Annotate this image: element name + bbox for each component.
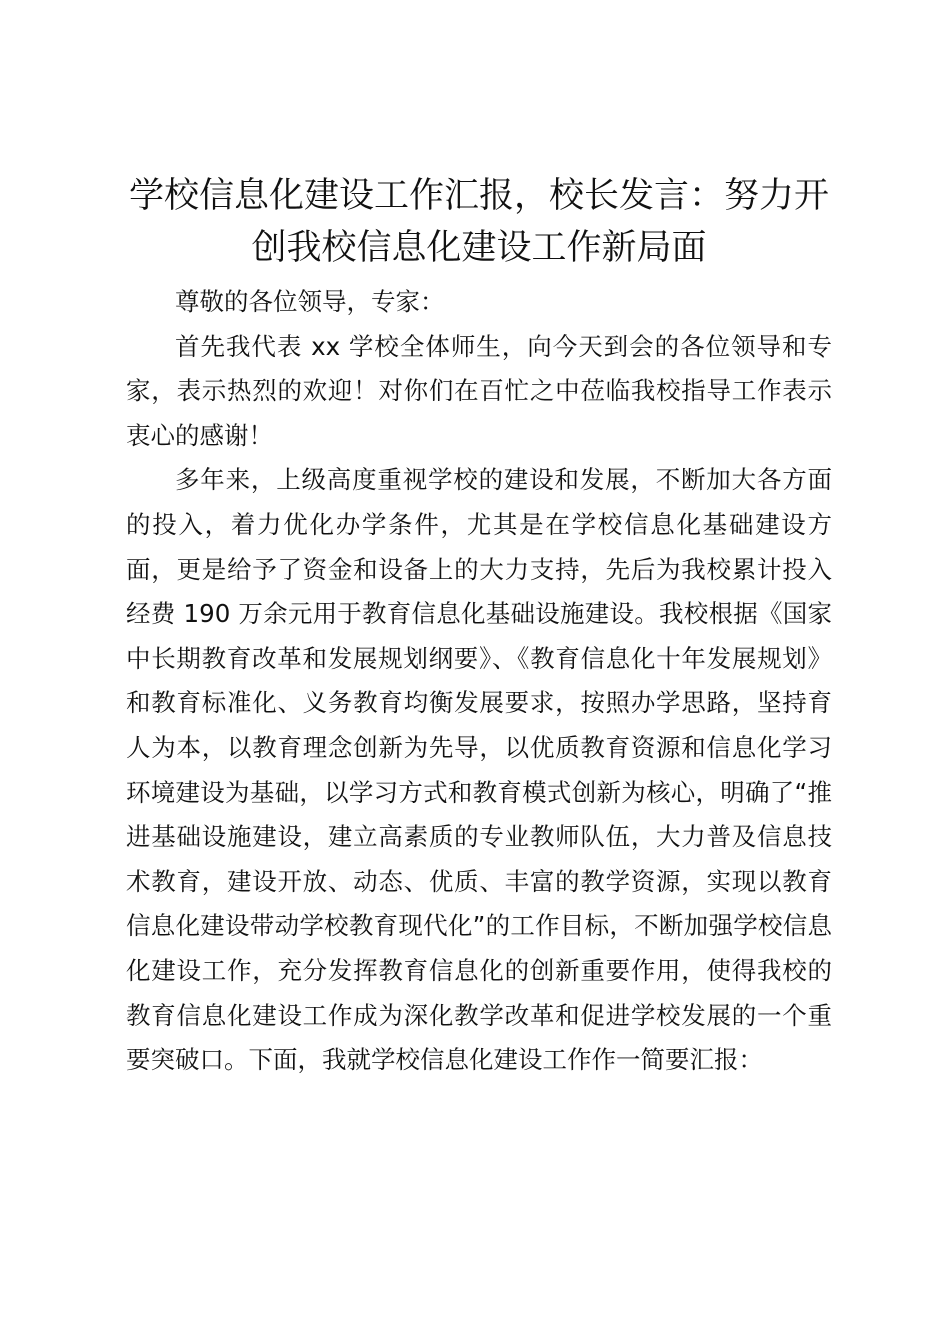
document-page	[126, 170, 832, 1083]
paragraph-overview: 多年来，上级高度重视学校的建设和发展，不断加大各方面的投入，着力优化办学条件，尤其是在学校信息化基础建设方面，更是给予了资金和设备上的大力支持，先后为我校累计投入经费 190 万余元用于教育信息化基础设施建设。我校根据《国家中长期教育改革和发展规划纲要》、《教育信息化十年发展规划》和教育标准化、义务教育均衡发展要求，按照办学思路，坚持育人为本，以教育理念创新为先导，以优质教育资源和信息化学习环境建设为基础，以学习方式和教育模式创新为核心，明确了“推进基础设施建设，建立高素质的专业教师队伍，大力普及信息技术教育，建设开放、动态、优质、丰富的教学资源，实现以教育信息化建设带动学校教育现代化”的工作目标，不断加强学校信息化建设工作，充分发挥教育信息化的创新重要作用，使得我校的教育信息化建设工作成为深化教学改革和促进学校发展的一个重要突破口。下面，我就学校信息化建设工作作一简要汇报：	[126, 465, 832, 1075]
document-title: 学校信息化建设工作汇报，校长发言：努力开创我校信息化建设工作新局面	[128, 176, 829, 268]
paragraph-welcome: 首先我代表 xx 学校全体师生，向今天到会的各位领导和专家，表示热烈的欢迎！对你们在百忙之中莅临我校指导工作表示衷心的感谢！	[126, 331, 832, 450]
salutation: 尊敬的各位领导，专家：	[175, 287, 445, 316]
